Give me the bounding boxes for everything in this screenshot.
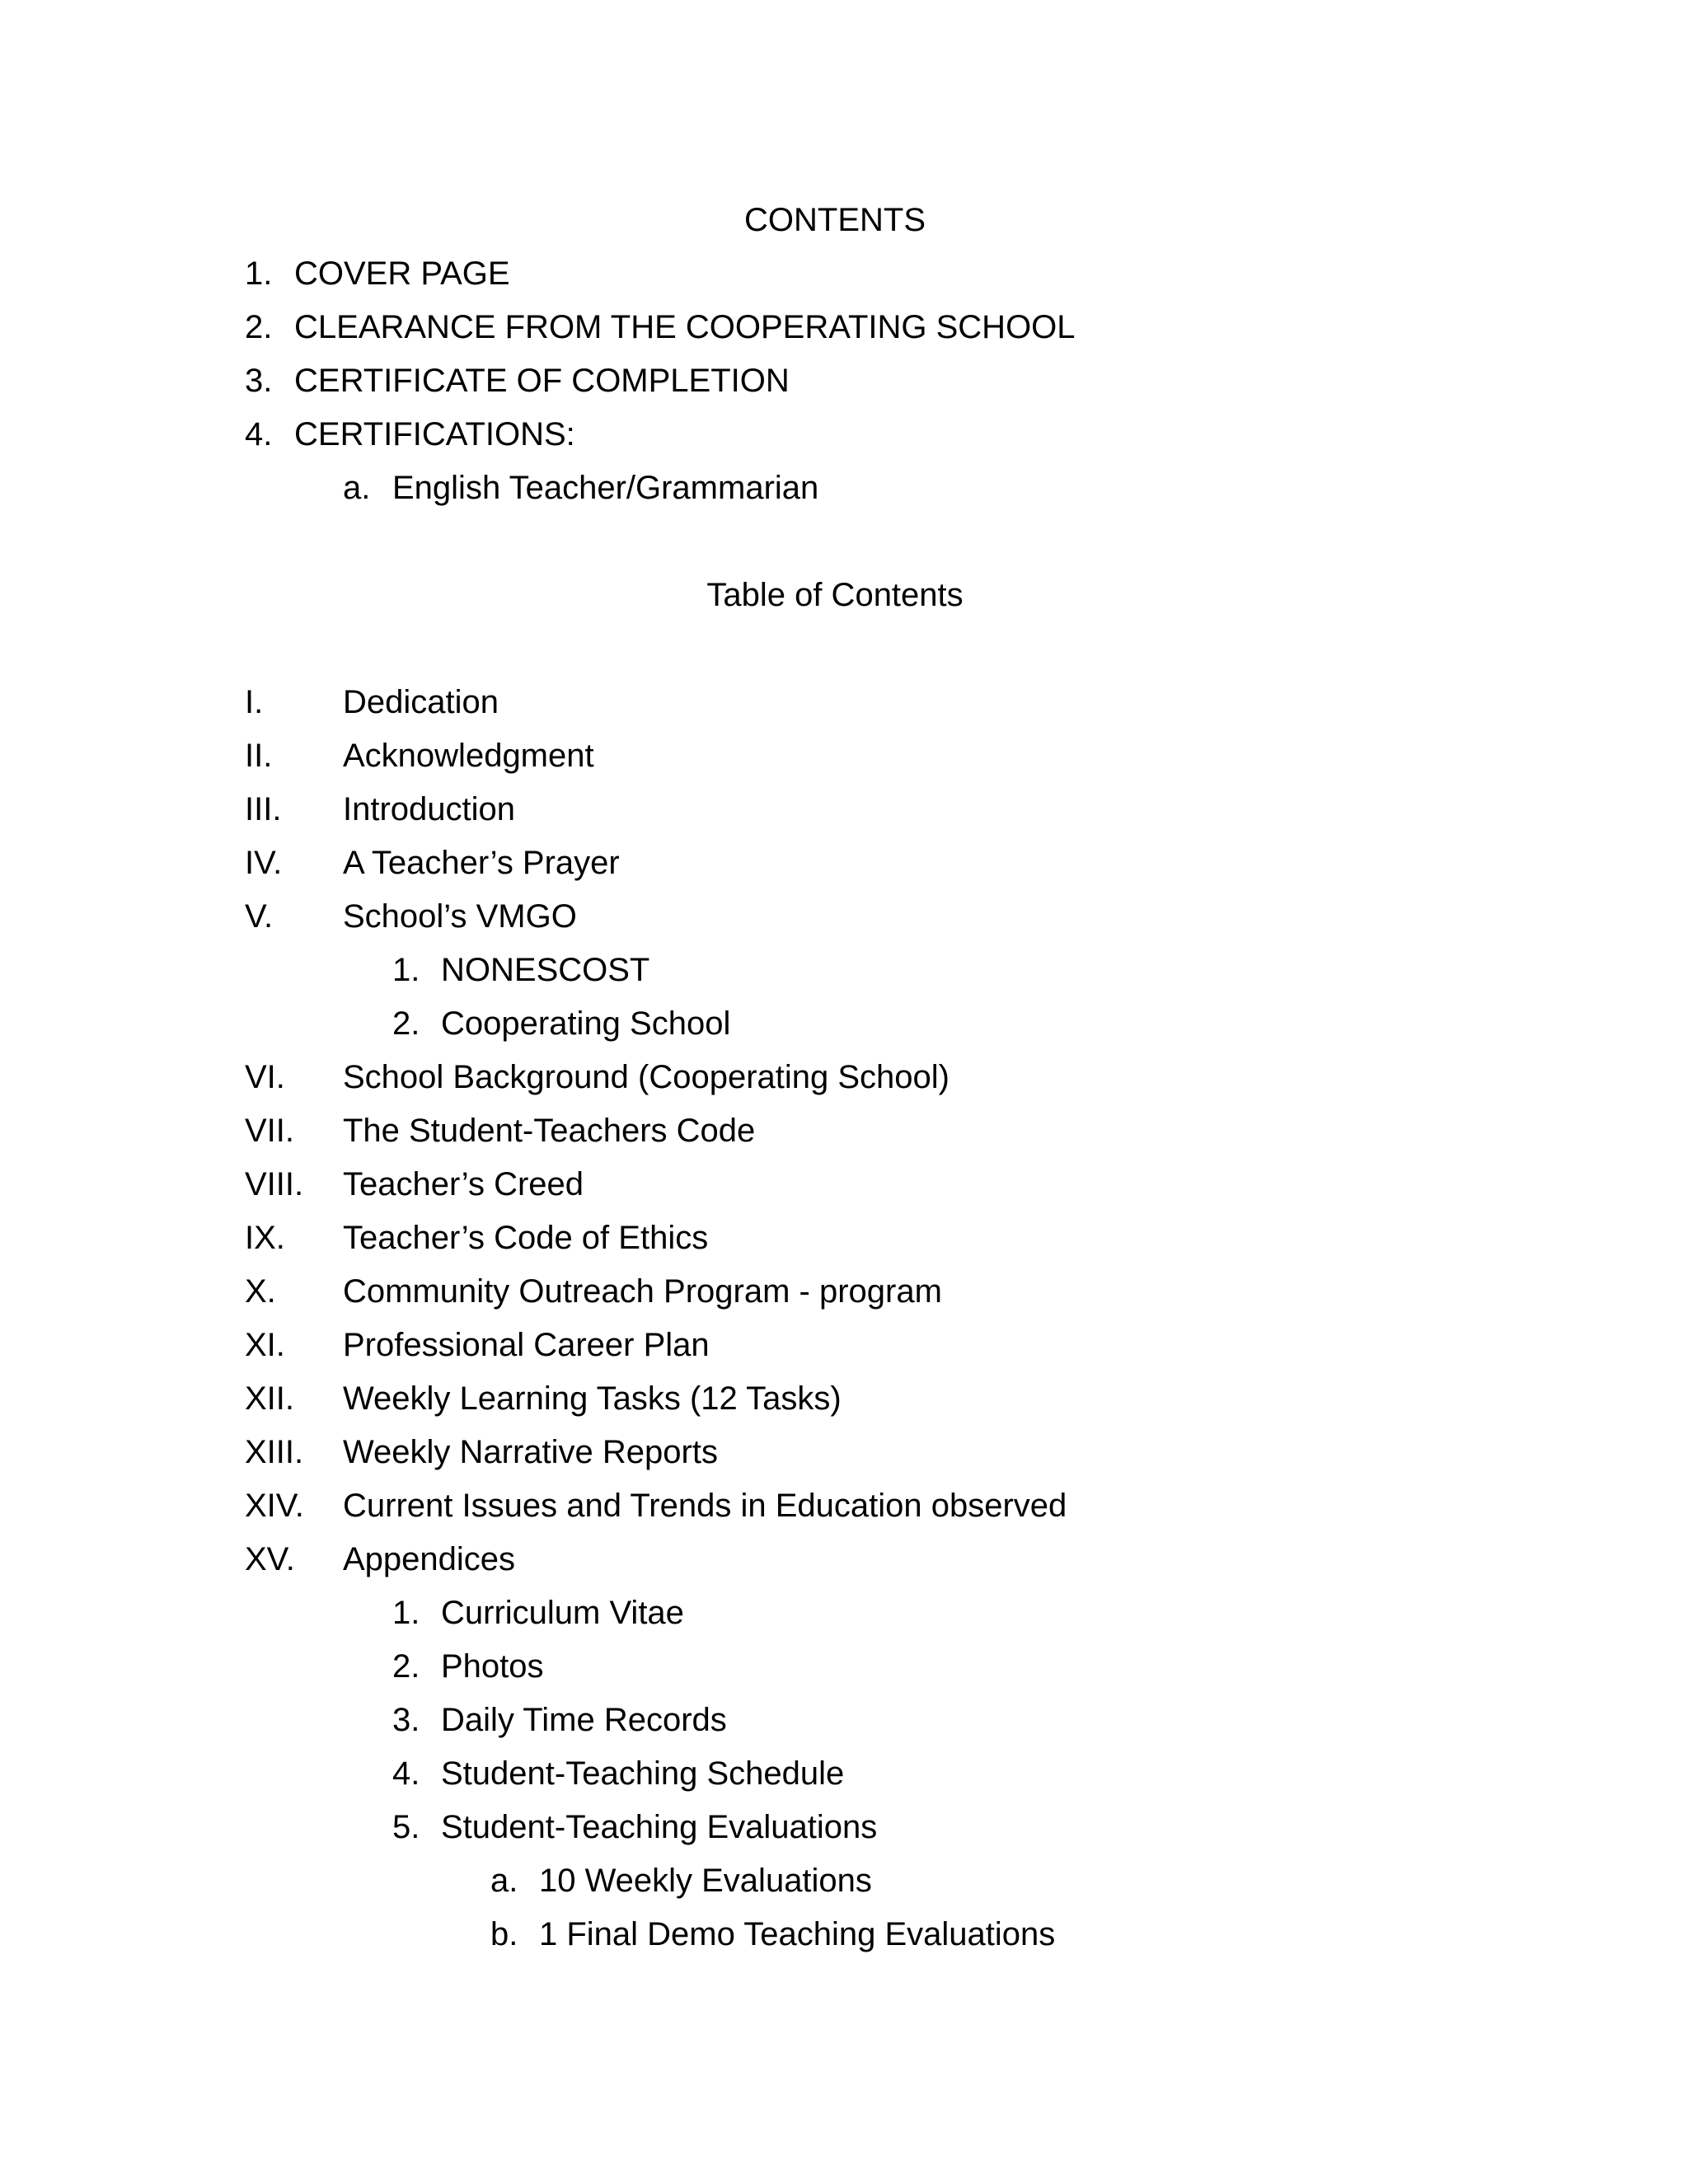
toc-section-label: Weekly Learning Tasks (12 Tasks)	[343, 1380, 842, 1417]
toc-section-label: Community Outreach Program - program	[343, 1273, 942, 1310]
toc-section-label: Introduction	[343, 791, 516, 827]
toc-section-marker: VIII.	[245, 1166, 304, 1202]
contents-item-label: COVER PAGE	[294, 255, 510, 292]
contents-subitem-marker: a.	[343, 470, 371, 506]
toc-section-label: School’s VMGO	[343, 898, 577, 935]
toc-section-label: School Background (Cooperating School)	[343, 1059, 950, 1095]
appendix-item-marker: 5.	[392, 1809, 420, 1845]
toc-section-marker: IX.	[245, 1220, 285, 1256]
vmgo-item-label: NONESCOST	[441, 952, 650, 988]
toc-section-marker: IV.	[245, 845, 283, 881]
vmgo-item-marker: 2.	[392, 1005, 420, 1042]
toc-section-label: Acknowledgment	[343, 738, 594, 774]
appendix-item-label: Curriculum Vitae	[441, 1595, 684, 1631]
toc-section-marker: XIII.	[245, 1434, 304, 1470]
appendix-item-label: Student-Teaching Evaluations	[441, 1809, 878, 1845]
toc-section-marker: II.	[245, 738, 273, 774]
toc-section-marker: VI.	[245, 1059, 285, 1095]
toc-section-marker: I.	[245, 684, 264, 720]
toc-section-marker: X.	[245, 1273, 276, 1310]
appendix-item-marker: 1.	[392, 1595, 420, 1631]
contents-item-marker: 3.	[245, 363, 273, 399]
appendix-item-marker: 3.	[392, 1702, 420, 1738]
toc-section-marker: XIV.	[245, 1488, 304, 1524]
appendix-item-label: Photos	[441, 1648, 544, 1685]
evaluation-item-label: 10 Weekly Evaluations	[539, 1863, 872, 1899]
toc-section-label: Teacher’s Code of Ethics	[343, 1220, 709, 1256]
contents-item-marker: 2.	[245, 309, 273, 345]
toc-section-label: Dedication	[343, 684, 499, 720]
toc-section-label: Current Issues and Trends in Education observed	[343, 1488, 1067, 1524]
contents-subitem-label: English Teacher/Grammarian	[392, 470, 819, 506]
toc-section-marker: XII.	[245, 1380, 295, 1417]
evaluation-item-label: 1 Final Demo Teaching Evaluations	[539, 1916, 1056, 1952]
toc-section-label: Weekly Narrative Reports	[343, 1434, 718, 1470]
appendix-item-label: Daily Time Records	[441, 1702, 727, 1738]
contents-heading: CONTENTS	[744, 202, 926, 238]
toc-section-marker: VII.	[245, 1113, 295, 1149]
toc-heading: Table of Contents	[706, 577, 964, 613]
vmgo-item-label: Cooperating School	[441, 1005, 731, 1042]
toc-section-marker: V.	[245, 898, 274, 935]
toc-section-marker: XV.	[245, 1541, 295, 1577]
toc-section-label: Professional Career Plan	[343, 1327, 710, 1363]
contents-item-marker: 4.	[245, 416, 273, 452]
toc-section-label: Appendices	[343, 1541, 516, 1577]
contents-item-label: CERTIFICATE OF COMPLETION	[294, 363, 790, 399]
contents-item-marker: 1.	[245, 255, 273, 292]
appendix-item-marker: 2.	[392, 1648, 420, 1685]
evaluation-item-marker: b.	[490, 1916, 518, 1952]
contents-item-label: CERTIFICATIONS:	[294, 416, 575, 452]
toc-section-marker: XI.	[245, 1327, 285, 1363]
toc-section-label: A Teacher’s Prayer	[343, 845, 620, 881]
vmgo-item-marker: 1.	[392, 952, 420, 988]
contents-item-label: CLEARANCE FROM THE COOPERATING SCHOOL	[294, 309, 1076, 345]
evaluation-item-marker: a.	[490, 1863, 518, 1899]
appendix-item-label: Student-Teaching Schedule	[441, 1755, 845, 1792]
toc-section-label: Teacher’s Creed	[343, 1166, 584, 1202]
toc-section-label: The Student-Teachers Code	[343, 1113, 756, 1149]
toc-section-marker: III.	[245, 791, 282, 827]
appendix-item-marker: 4.	[392, 1755, 420, 1792]
